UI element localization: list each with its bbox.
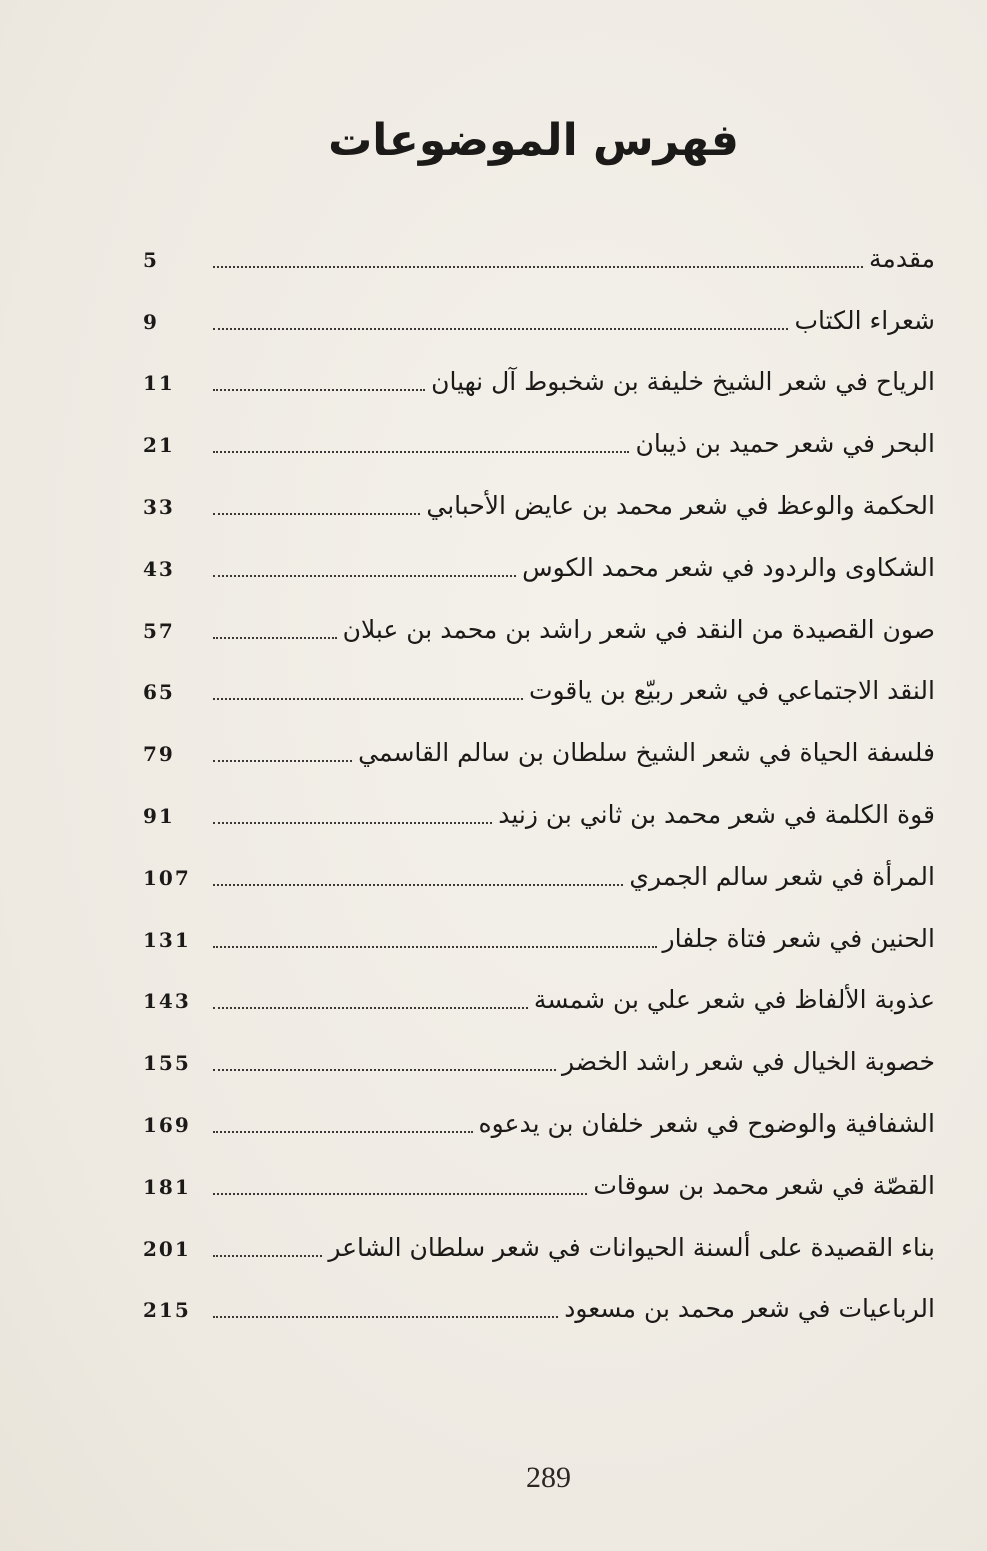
toc-entry-title: النقد الاجتماعي في شعر ربيّع بن ياقوت xyxy=(528,676,935,706)
toc-entry xyxy=(143,776,935,838)
toc-entry xyxy=(143,1085,935,1147)
toc-entry xyxy=(143,962,935,1024)
toc-entry-title: البحر في شعر حميد بن ذيبان xyxy=(635,429,935,459)
dot-leader xyxy=(213,637,337,639)
toc-entry-page: 5 xyxy=(143,247,159,272)
toc-entry-page: 107 xyxy=(143,865,191,890)
toc-entry-page: 215 xyxy=(143,1298,191,1323)
dot-leader xyxy=(213,1131,473,1133)
toc-entry-page: 65 xyxy=(143,680,175,705)
toc-entry-page: 181 xyxy=(143,1174,191,1199)
dot-leader xyxy=(213,451,629,453)
dot-leader xyxy=(213,328,788,330)
page-title: فهرس الموضوعات xyxy=(328,115,739,167)
toc-entry xyxy=(143,838,935,900)
toc-entry xyxy=(143,1209,935,1271)
toc-entry-title: مقدمة xyxy=(869,243,935,273)
toc-entry-title: قوة الكلمة في شعر محمد بن ثاني بن زنيد xyxy=(498,799,935,829)
toc-entry-page: 91 xyxy=(143,803,175,828)
toc-entry-title: الشكاوى والردود في شعر محمد الكوس xyxy=(522,552,935,582)
dot-leader xyxy=(213,760,352,762)
dot-leader xyxy=(213,822,492,824)
toc-entry-page: 79 xyxy=(143,742,175,767)
toc-entry xyxy=(143,1023,935,1085)
toc-entry-page: 43 xyxy=(143,556,175,581)
toc-entry xyxy=(143,653,935,715)
toc-entry-title: صون القصيدة من النقد في شعر راشد بن محمد بن عبلان xyxy=(342,614,935,644)
dot-leader xyxy=(213,884,623,886)
dot-leader xyxy=(213,266,863,268)
toc-entry-title: فلسفة الحياة في شعر الشيخ سلطان بن سالم القاسمي xyxy=(358,738,935,768)
toc-entry-page: 155 xyxy=(143,1051,191,1076)
toc-entry xyxy=(143,591,935,653)
dot-leader xyxy=(213,575,516,577)
dot-leader xyxy=(213,1069,556,1071)
toc-entry-page: 33 xyxy=(143,494,175,519)
toc-entry-page: 57 xyxy=(143,618,175,643)
toc-entry xyxy=(143,714,935,776)
toc-entry-page: 11 xyxy=(143,371,175,396)
toc-entry xyxy=(143,1147,935,1209)
toc-entry xyxy=(143,405,935,467)
toc-entry-title: المرأة في شعر سالم الجمري xyxy=(629,861,935,891)
dot-leader xyxy=(213,946,657,948)
toc-entry xyxy=(143,467,935,529)
dot-leader xyxy=(213,389,425,391)
dot-leader xyxy=(213,1255,322,1257)
toc-entry-title: القصّة في شعر محمد بن سوقات xyxy=(593,1170,935,1200)
toc-entry-page: 169 xyxy=(143,1112,191,1137)
toc-entry xyxy=(143,220,935,282)
page-number: 289 xyxy=(526,1461,571,1494)
toc-entry xyxy=(143,282,935,344)
dot-leader xyxy=(213,513,420,515)
toc-entry-title: الحكمة والوعظ في شعر محمد بن عايض الأحبابي xyxy=(426,490,935,520)
dot-leader xyxy=(213,698,523,700)
toc-entry-title: الرياح في شعر الشيخ خليفة بن شخبوط آل نهيان xyxy=(431,367,935,397)
dot-leader xyxy=(213,1007,528,1009)
table-of-contents xyxy=(143,220,935,1332)
dot-leader xyxy=(213,1193,587,1195)
toc-entry xyxy=(143,1271,935,1333)
toc-entry-page: 131 xyxy=(143,927,191,952)
toc-entry-title: الحنين في شعر فتاة جلفار xyxy=(662,923,935,953)
toc-entry-page: 143 xyxy=(143,989,191,1014)
toc-entry-title: شعراء الكتاب xyxy=(794,305,935,335)
dot-leader xyxy=(213,1316,558,1318)
toc-entry-title: الرباعيات في شعر محمد بن مسعود xyxy=(564,1294,935,1324)
toc-entry-page: 9 xyxy=(143,309,159,334)
toc-entry-page: 21 xyxy=(143,433,175,458)
toc-entry xyxy=(143,344,935,406)
toc-entry xyxy=(143,900,935,962)
toc-entry xyxy=(143,529,935,591)
toc-entry-title: خصوبة الخيال في شعر راشد الخضر xyxy=(561,1047,935,1077)
toc-entry-title: بناء القصيدة على ألسنة الحيوانات في شعر سلطان الشاعر xyxy=(328,1232,935,1262)
toc-entry-page: 201 xyxy=(143,1236,191,1261)
toc-entry-title: الشفافية والوضوح في شعر خلفان بن يدعوه xyxy=(478,1108,935,1138)
toc-entry-title: عذوبة الألفاظ في شعر علي بن شمسة xyxy=(533,985,935,1015)
